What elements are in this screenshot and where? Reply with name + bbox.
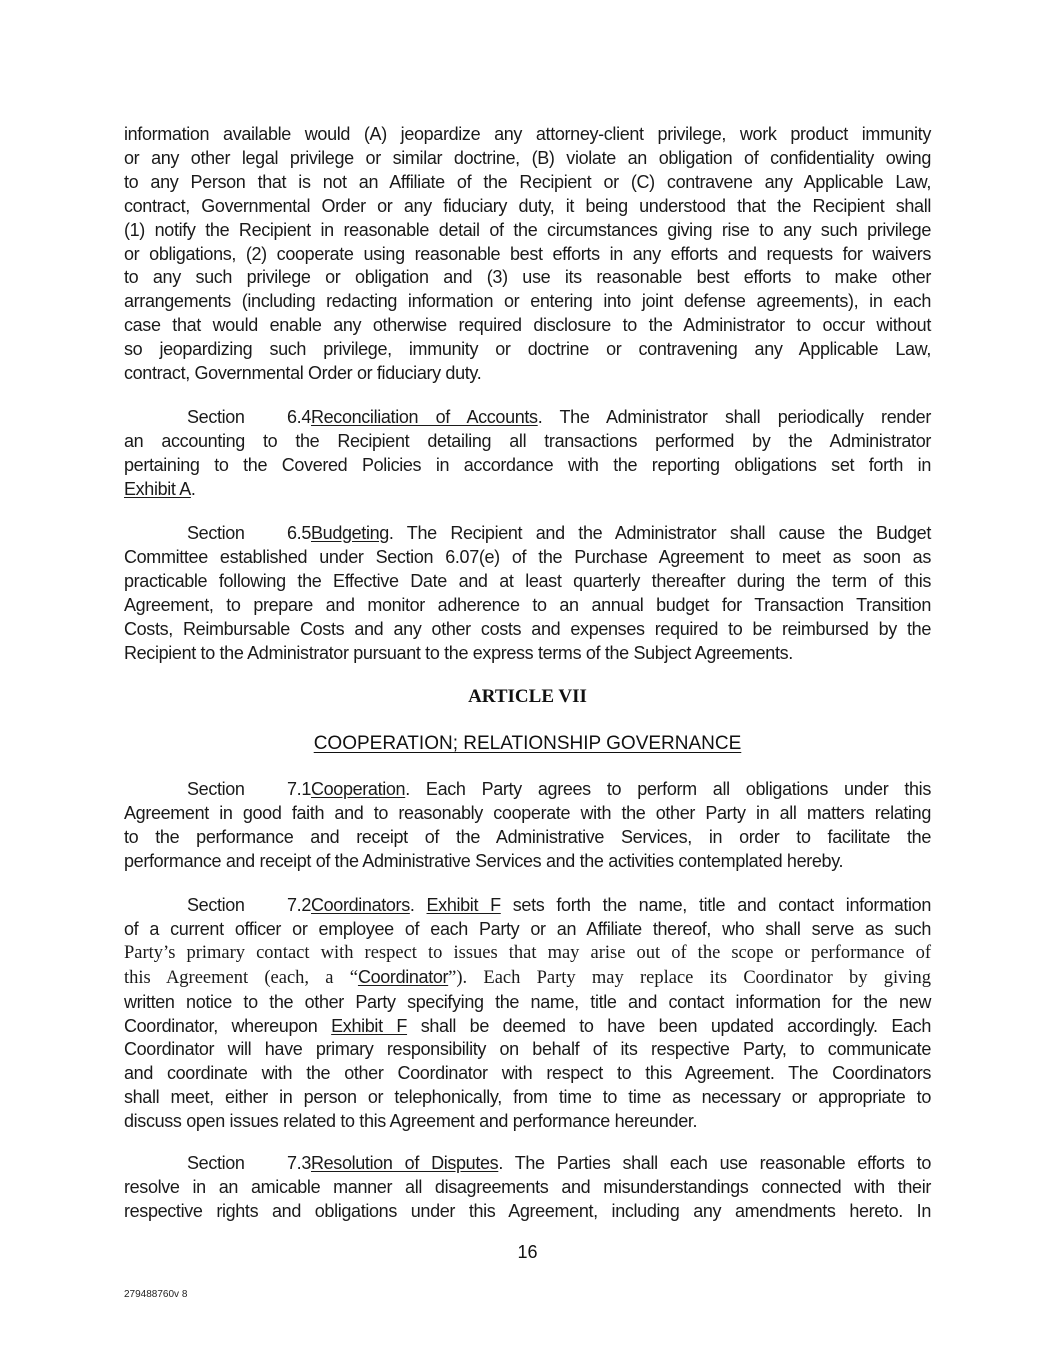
article-title: COOPERATION; RELATIONSHIP GOVERNANCE [313,733,742,754]
exhibit-f-reference: Exhibit F [331,1015,408,1036]
text-line: respective rights and obligations under this Agreement, including any amendments hereto. In [124,1200,931,1221]
document-id: 279488760v 8 [124,1289,188,1300]
carryover-paragraph [124,123,931,386]
section-title: Budgeting [311,523,389,543]
section-title: Cooperation [311,779,406,799]
section-number: Section 6.4 [187,407,311,427]
text-line: resolve in an amicable manner all disagreements and misunderstandings connected with their [124,1176,931,1197]
text-line: contract, Governmental Order or fiduciary duty. [124,363,482,384]
section-number: Section 7.3 [187,1153,311,1173]
text-run: . [409,895,427,915]
text-run: Coordinator, whereupon [124,1015,332,1036]
exhibit-a-reference: Exhibit A [124,478,191,499]
text-line: so jeopardizing such privilege, immunity or doctrine or contravening any Applicable Law, [124,339,931,360]
text-line: Coordinator will have primary responsibility on behalf of its respective Party, to communicate [124,1039,931,1060]
text-run: . The Parties shall each use reasonable efforts to [498,1153,931,1173]
text-line: Costs, Reimbursable Costs and any other costs and expenses required to be reimbursed by the [124,618,931,639]
article-heading: ARTICLE VII [468,686,587,707]
text-run: shall be deemed to have been updated accordingly. Each [407,1015,931,1036]
text-run: . The Recipient and the Administrator shall cause the Budget [388,523,931,543]
text-run: . Each Party agrees to perform all obligations under this [405,779,931,799]
exhibit-f-reference: Exhibit F [426,895,501,915]
section-title: Reconciliation of Accounts [311,407,538,427]
text-run: sets forth the name, title and contact information [500,895,931,915]
text-line: case that would enable any otherwise required disclosure to the Administrator to occur without [124,315,931,336]
text-run: ”). Each Party may replace its Coordinator by giving [448,967,932,988]
text-line: or any other legal privilege or similar doctrine, (B) violate an obligation of confidentiality owing [124,147,931,168]
text-line: to the performance and receipt of the Administrative Services, in order to facilitate the [124,826,931,847]
text-line: Committee established under Section 6.07(e) of the Purchase Agreement to meet as soon as [124,546,931,567]
section-6-4 [124,406,931,502]
text-line: an accounting to the Recipient detailing all transactions performed by the Administrator [124,430,931,451]
text-line [124,1015,931,1039]
section-first-line [124,778,931,802]
text-line: Recipient to the Administrator pursuant to the express terms of the Subject Agreements. [124,642,793,663]
section-first-line [124,406,931,430]
text-line: of a current officer or employee of each Party or an Affiliate thereof, who shall serve as such [124,918,931,939]
text-line: arrangements (including redacting information or entering into joint defense agreements), in each [124,291,931,312]
section-title: Coordinators [311,895,410,915]
text-line: Agreement, to prepare and monitor adherence to an annual budget for Transaction Transition [124,594,931,615]
section-6-5 [124,522,931,665]
text-line: Party’s primary contact with respect to issues that may arise out of the scope or performance of [124,942,931,963]
text-line: and coordinate with the other Coordinator with respect to this Agreement. The Coordinators [124,1063,931,1084]
section-first-line [124,894,931,918]
section-number: Section 7.1 [187,779,311,799]
text-line: contract, Governmental Order or any fiduciary duty, it being understood that the Recipient shall [124,195,931,216]
section-title: Resolution of Disputes [311,1153,499,1173]
text-line: (1) notify the Recipient in reasonable detail of the circumstances giving rise to any such privilege [124,219,931,240]
section-first-line [124,522,931,546]
section-7-2 [124,894,931,1134]
section-7-3 [124,1152,931,1224]
defined-term-coordinator: Coordinator [357,966,449,987]
text-line: written notice to the other Party specifying the name, title and contact information for the new [124,991,931,1012]
text-line: performance and receipt of the Administrative Services and the activities contemplated hereby. [124,850,844,871]
section-number: Section 6.5 [187,523,311,543]
text-line: Agreement in good faith and to reasonably cooperate with the other Party in all matters relating [124,802,931,823]
text-line: information available would (A) jeopardize any attorney-client privilege, work product immunity [124,124,931,144]
text-line: discuss open issues related to this Agreement and performance hereunder. [124,1111,698,1132]
text-run: this Agreement (each, a “ [124,967,358,988]
text-line: or obligations, (2) cooperate using reasonable best efforts in any efforts and requests for waivers [124,243,931,264]
text-line: to any Person that is not an Affiliate of the Recipient or (C) contravene any Applicable Law, [124,171,931,192]
page-number: 16 [517,1242,538,1262]
section-7-1 [124,778,931,874]
text-line: practicable following the Effective Date and at least quarterly thereafter during the term of this [124,570,931,591]
section-number: Section 7.2 [187,895,311,915]
text-run: . [190,478,196,499]
text-run: . The Administrator shall periodically render [537,407,931,427]
text-line: to any such privilege or obligation and (3) use its reasonable best efforts to make other [124,267,931,288]
text-line: pertaining to the Covered Policies in accordance with the reporting obligations set forth in [124,454,931,475]
text-line [124,966,931,991]
section-first-line [124,1152,931,1176]
text-line: shall meet, either in person or telephonically, from time to time as necessary or appropriate to [124,1087,931,1108]
text-line [124,478,931,502]
